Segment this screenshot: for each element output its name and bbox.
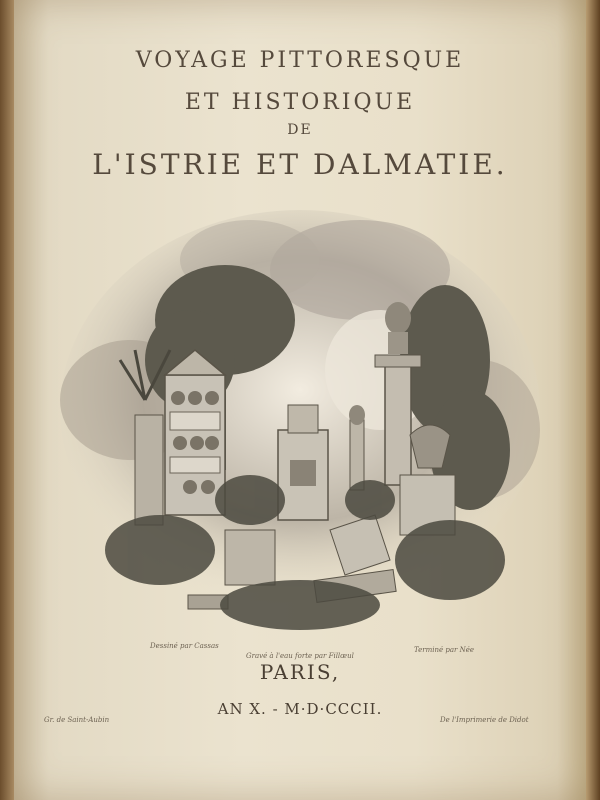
credit-drawn: Dessiné par Cassas [150,642,219,650]
imprint-city: PARIS, [259,660,341,684]
imprint-date: AN X. - M·D·CCCII. [217,700,383,718]
title-line-4: L'ISTRIE ET DALMATIE. [92,148,508,181]
credit-left-margin: Gr. de Saint-Aubin [44,716,110,724]
title-line-3: DE [287,122,313,138]
title-line-2: ET HISTORIQUE [184,90,416,115]
title-line-1: VOYAGE PITTORESQUE [135,48,465,73]
credit-engraved: Gravé à l'eau forte par Fillœul [246,652,354,660]
engraved-vignette [50,200,550,650]
credit-finished: Terminé par Née [414,646,475,654]
credit-right-margin: De l'Imprimerie de Didot [440,716,529,724]
